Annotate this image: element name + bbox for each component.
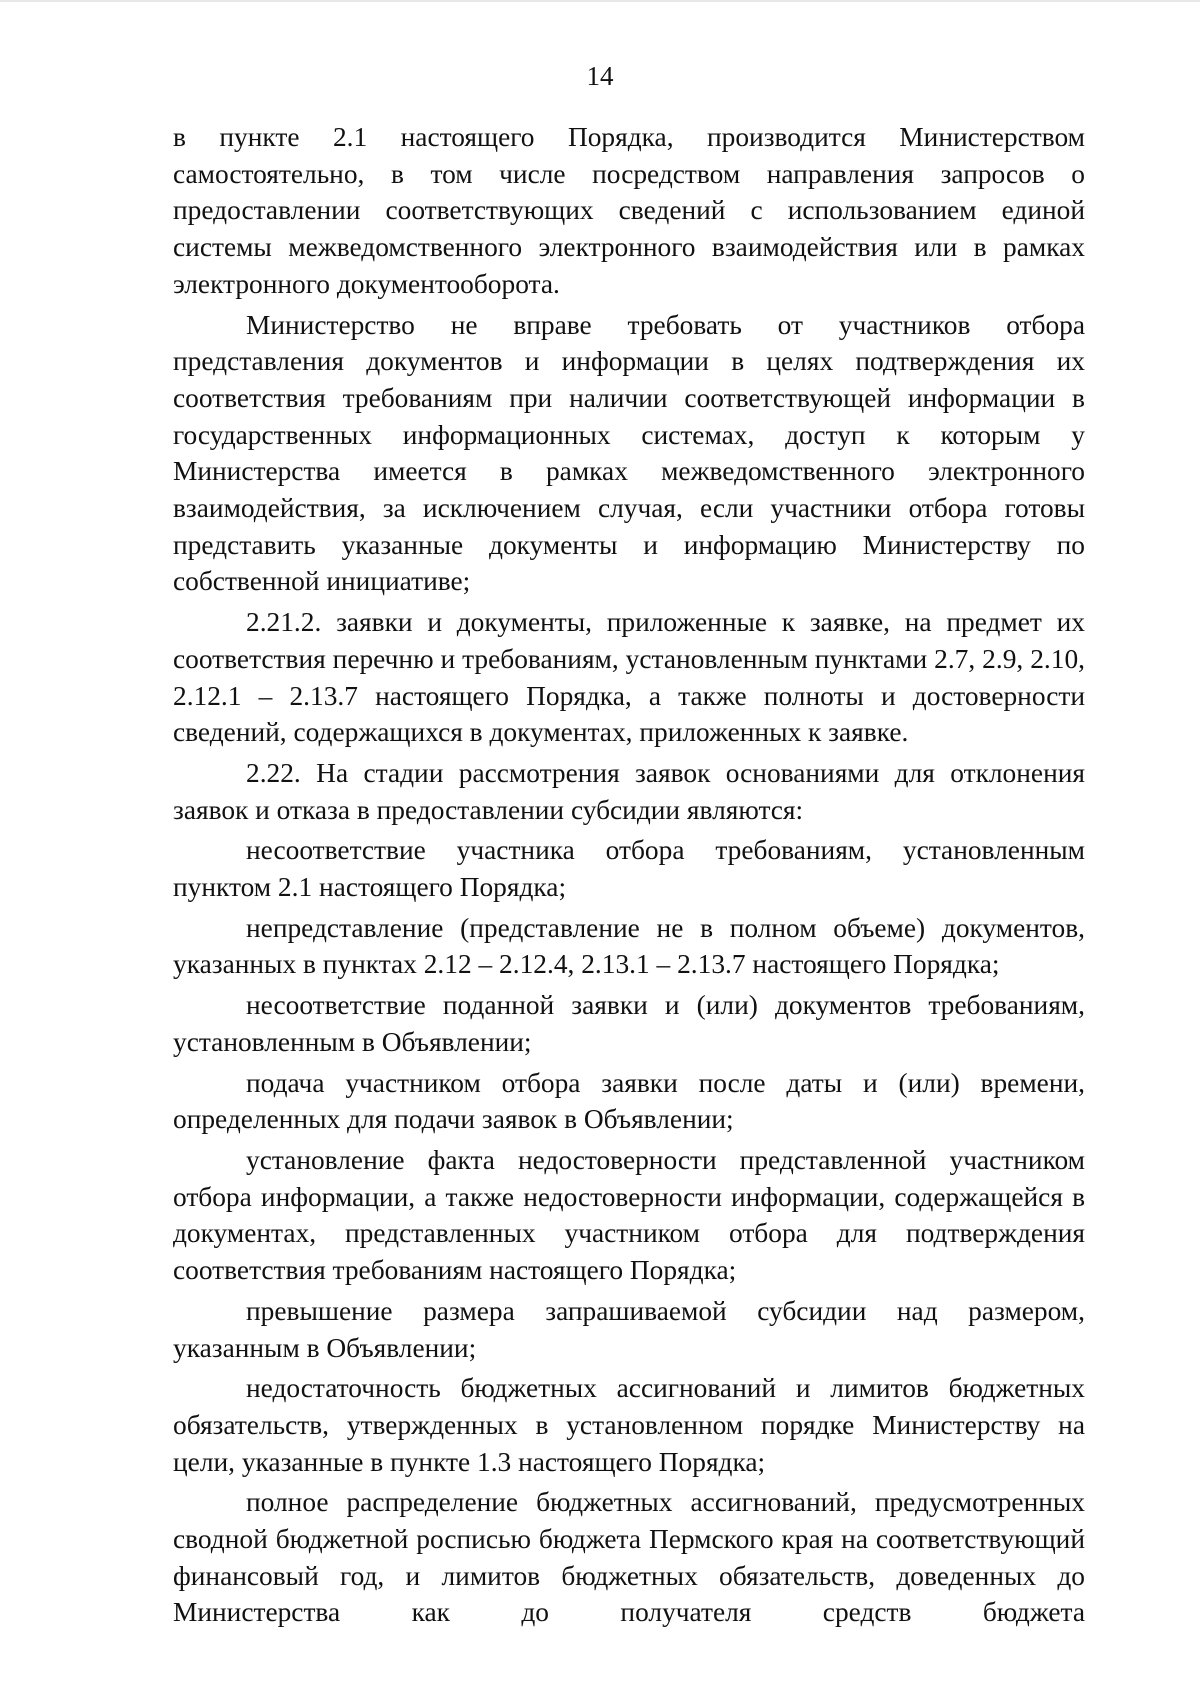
paragraph-2-22: 2.22. На стадии рассмотрения заявок основаниями для отклонения заявок и отказа в предоставлении субсидии являются: <box>173 757 1085 825</box>
scan-edge <box>0 0 1200 2</box>
list-item-rejection-reason: полное распределение бюджетных ассигнований, предусмотренных сводной бюджетной росписью бюджета Пермского края на соответствующий финансовый год, и лимитов бюджетных обязательств, доведенных до Министерства как до получателя средств бюджета <box>173 1487 1085 1628</box>
list-item-rejection-reason: превышение размера запрашиваемой субсидии над размером, указанным в Объявлении; <box>173 1295 1085 1363</box>
document-body <box>173 119 1085 1631</box>
list-item-rejection-reason: установление факта недостоверности представленной участником отбора информации, а также недостоверности информации, содержащейся в документах, представленных участником отбора для подтверждения соответствия требованиям настоящего Порядка; <box>173 1144 1085 1286</box>
paragraph-continuation: в пункте 2.1 настоящего Порядка, производится Министерством самостоятельно, в том числе посредством направления запросов о предоставлении соответствующих сведений с использованием единой системы межведомственного электронного взаимодействия или в рамках электронного документооборота. <box>173 122 1085 299</box>
list-item-rejection-reason: непредставление (представление не в полном объеме) документов, указанных в пунктах 2.12 – 2.12.4, 2.13.1 – 2.13.7 настоящего Порядка; <box>173 912 1085 980</box>
list-item-rejection-reason: несоответствие поданной заявки и (или) документов требованиям, установленным в Объявлении; <box>173 990 1085 1057</box>
list-item-rejection-reason: недостаточность бюджетных ассигнований и лимитов бюджетных обязательств, утвержденных в установленном порядке Министерству на цели, указанные в пункте 1.3 настоящего Порядка; <box>173 1373 1085 1477</box>
paragraph-ministry-restriction: Министерство не вправе требовать от участников отбора представления документов и информации в целях подтверждения их соответствия требованиям при наличии соответствующей информации в государственных информационных системах, доступ к которым у Министерства имеется в рамках межведомственного электронного взаимодействия, за исключением случая, если участники отбора готовы представить указанные документы и информацию Министерству по собственной инициативе; <box>173 309 1085 597</box>
page-number: 14 <box>586 61 614 91</box>
list-item-rejection-reason: подача участником отбора заявки после даты и (или) времени, определенных для подачи заявок в Объявлении; <box>173 1067 1085 1135</box>
paragraph-2-21-2: 2.21.2. заявки и документы, приложенные к заявке, на предмет их соответствия перечню и требованиям, установленным пунктами 2.7, 2.9, 2.10, 2.12.1 – 2.13.7 настоящего Порядка, а также полноты и достоверности сведений, содержащихся в документах, приложенных к заявке. <box>173 607 1085 748</box>
list-item-rejection-reason: несоответствие участника отбора требованиям, установленным пунктом 2.1 настоящего Порядка; <box>173 835 1085 903</box>
